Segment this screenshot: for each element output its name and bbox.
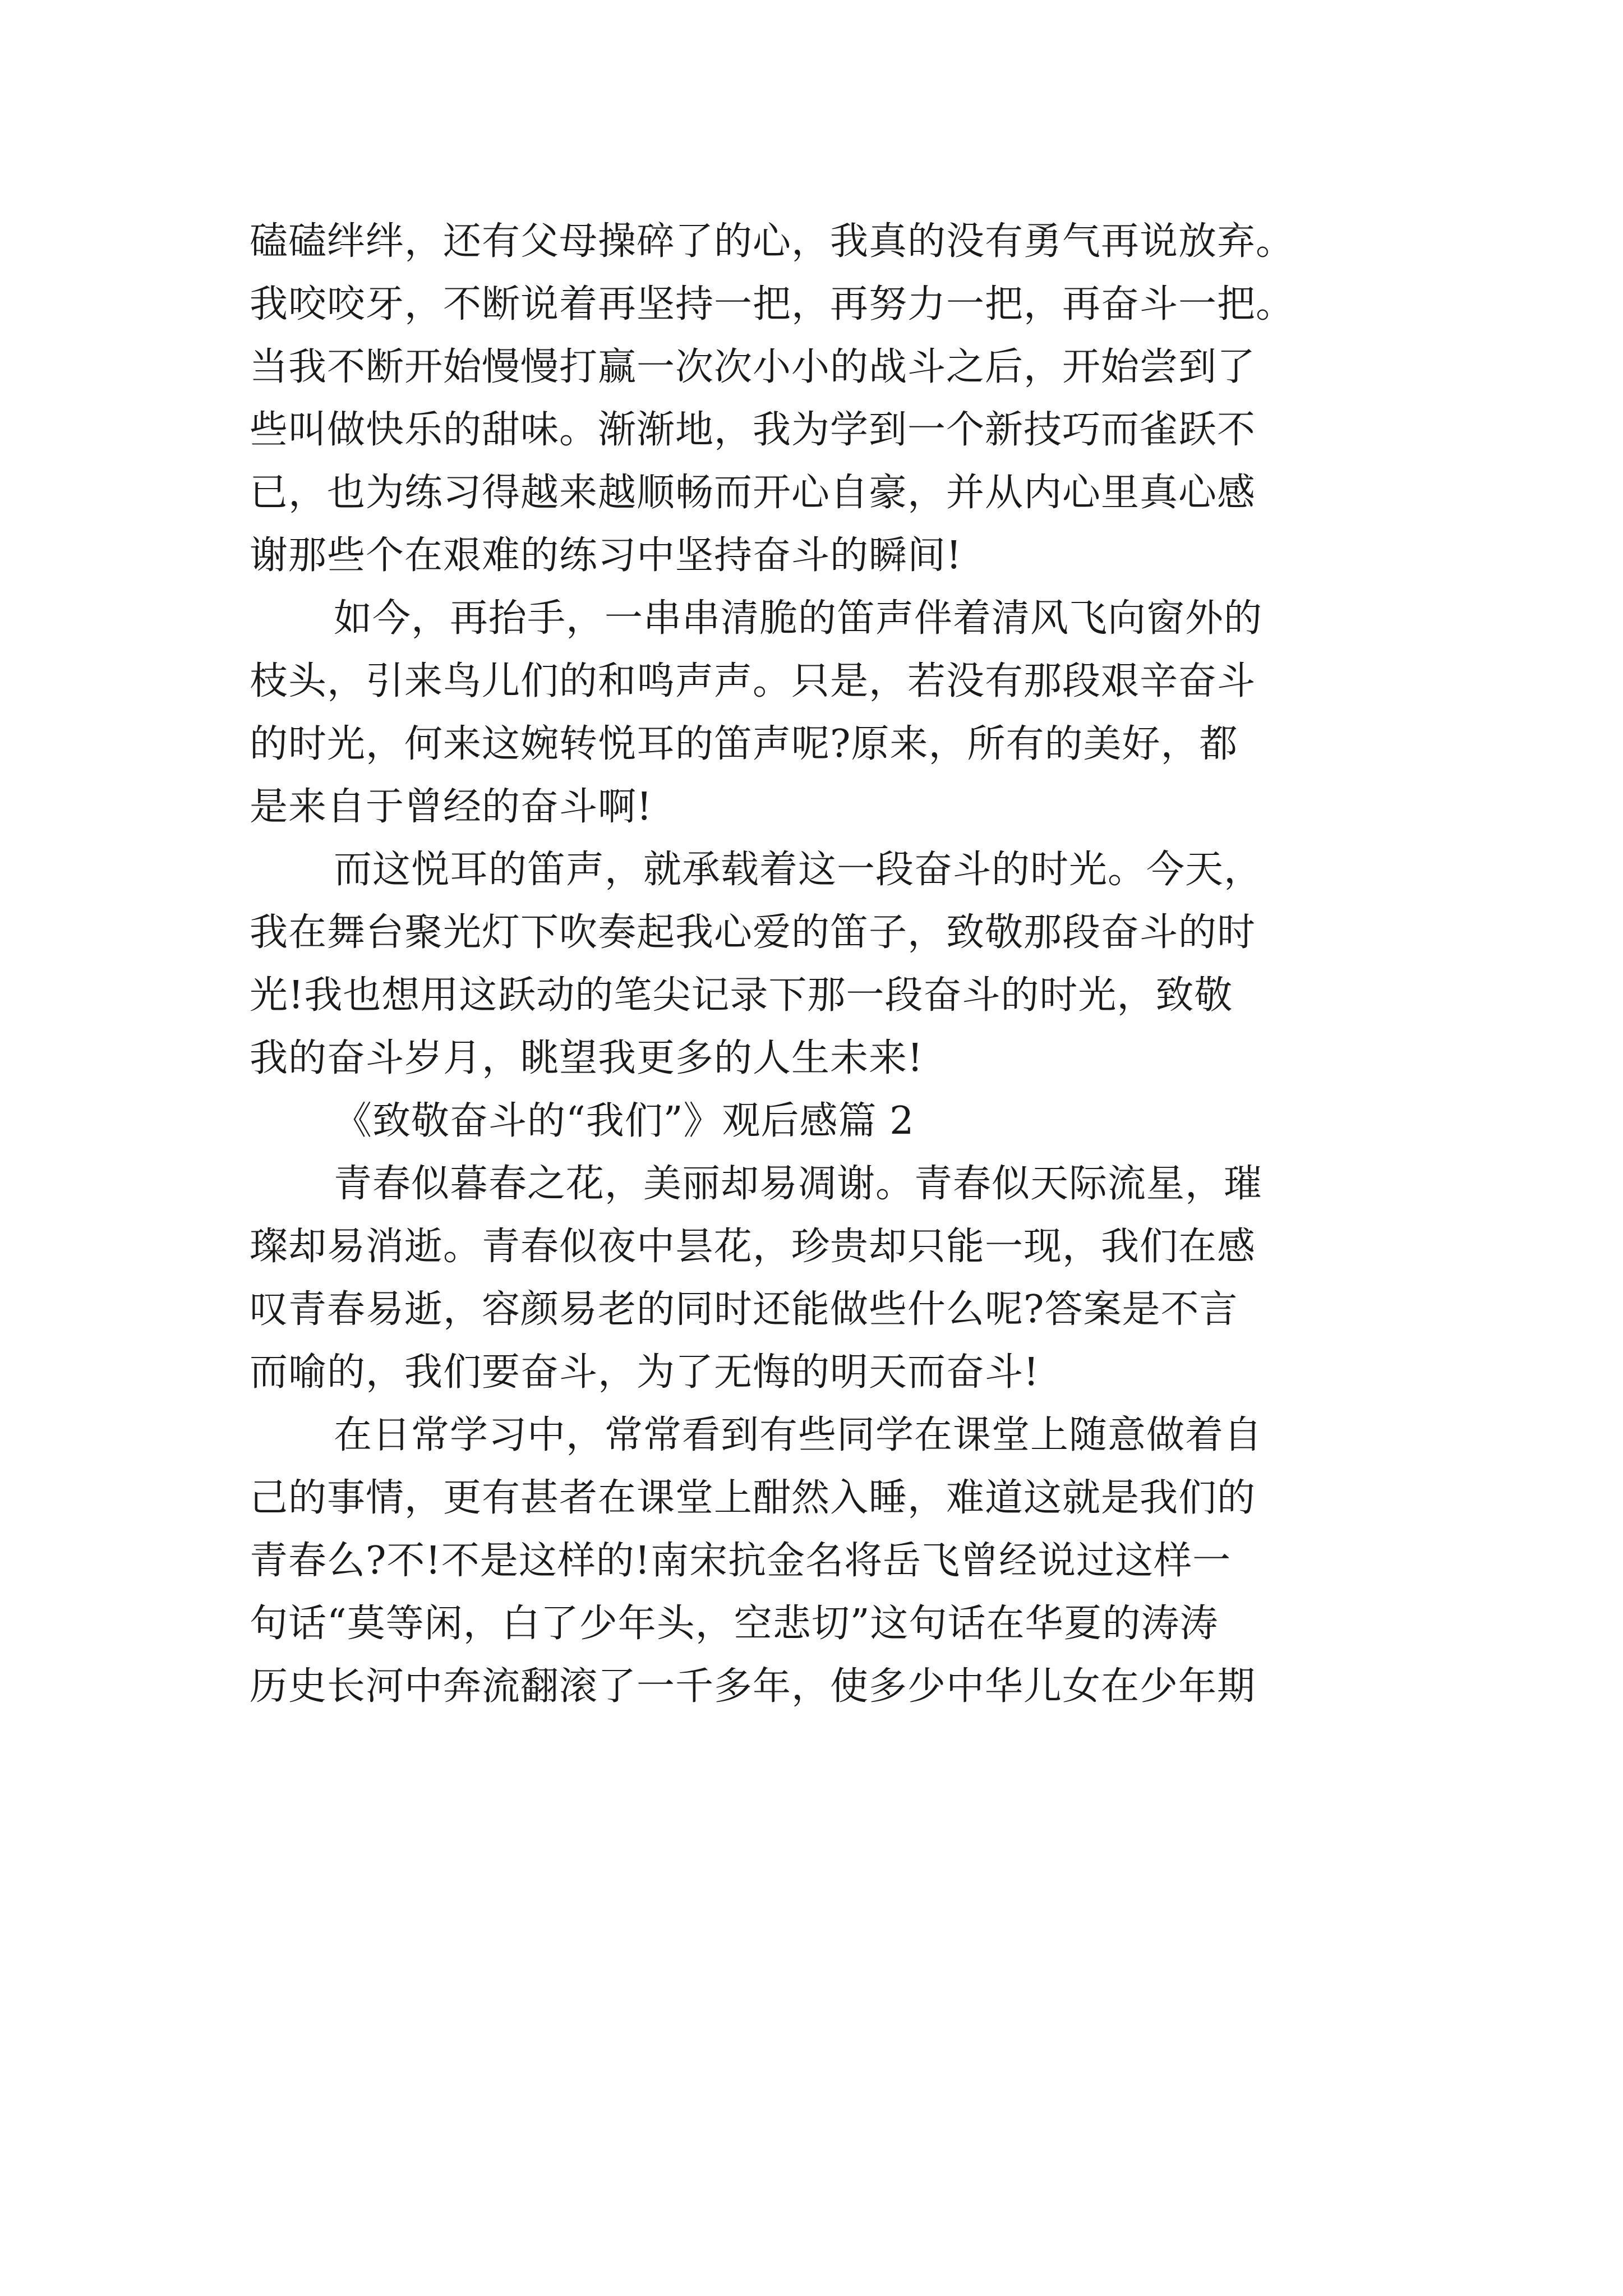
paragraph-first-line: 而这悦耳的笛声，就承载着这一段奋斗的时光。今天， — [334, 848, 1263, 892]
text-line: 己的事情，更有甚者在课堂上酣然入睡，难道这就是我们的 — [250, 1476, 1256, 1520]
text-line: 已，也为练习得越来越顺畅而开心自豪，并从内心里真心感 — [250, 471, 1256, 515]
text-line: 光!我也想用这跃动的笔尖记录下那一段奋斗的时光，致敬 — [250, 973, 1233, 1018]
text-line: 叹青春易逝，容颜易老的同时还能做些什么呢?答案是不言 — [250, 1287, 1238, 1332]
text-line: 璨却易消逝。青春似夜中昙花，珍贵却只能一现，我们在感 — [250, 1225, 1256, 1269]
text-line: 磕磕绊绊，还有父母操碎了的心，我真的没有勇气再说放弃。 — [250, 219, 1295, 264]
paragraph-first-line: 在日常学习中，常常看到有些同学在课堂上随意做着自 — [334, 1413, 1263, 1457]
text-line: 而喻的，我们要奋斗，为了无悔的明天而奋斗! — [250, 1350, 1040, 1395]
paragraph-first-line: 青春似暮春之花，美丽却易凋谢。青春似天际流星，璀 — [334, 1162, 1263, 1206]
text-line: 枝头，引来鸟儿们的和鸣声声。只是，若没有那段艰辛奋斗 — [250, 659, 1256, 703]
section-heading: 《致敬奋斗的“我们”》观后感篇 2 — [334, 1099, 915, 1143]
text-line: 历史长河中奔流翻滚了一千多年，使多少中华儿女在少年期 — [250, 1664, 1256, 1709]
text-line: 我咬咬牙，不断说着再坚持一把，再努力一把，再奋斗一把。 — [250, 282, 1295, 326]
text-line: 青春么?不!不是这样的!南宋抗金名将岳飞曾经说过这样一 — [250, 1539, 1232, 1583]
text-line: 谢那些个在艰难的练习中坚持奋斗的瞬间! — [250, 533, 962, 578]
text-line: 我在舞台聚光灯下吹奏起我心爱的笛子，致敬那段奋斗的时 — [250, 910, 1256, 955]
text-line: 是来自于曾经的奋斗啊! — [250, 785, 653, 829]
text-line: 当我不断开始慢慢打赢一次次小小的战斗之后，开始尝到了 — [250, 345, 1256, 389]
paragraph-first-line: 如今，再抬手，一串串清脆的笛声伴着清风飞向窗外的 — [334, 596, 1263, 641]
text-line: 我的奋斗岁月，眺望我更多的人生未来! — [250, 1036, 924, 1080]
document-body — [250, 210, 1394, 1718]
text-line: 句话“莫等闲，白了少年头，空悲切”这句话在华夏的涛涛 — [250, 1602, 1219, 1646]
text-line: 些叫做快乐的甜味。渐渐地，我为学到一个新技巧而雀跃不 — [250, 408, 1256, 452]
text-line: 的时光，何来这婉转悦耳的笛声呢?原来，所有的美好，都 — [250, 722, 1238, 766]
